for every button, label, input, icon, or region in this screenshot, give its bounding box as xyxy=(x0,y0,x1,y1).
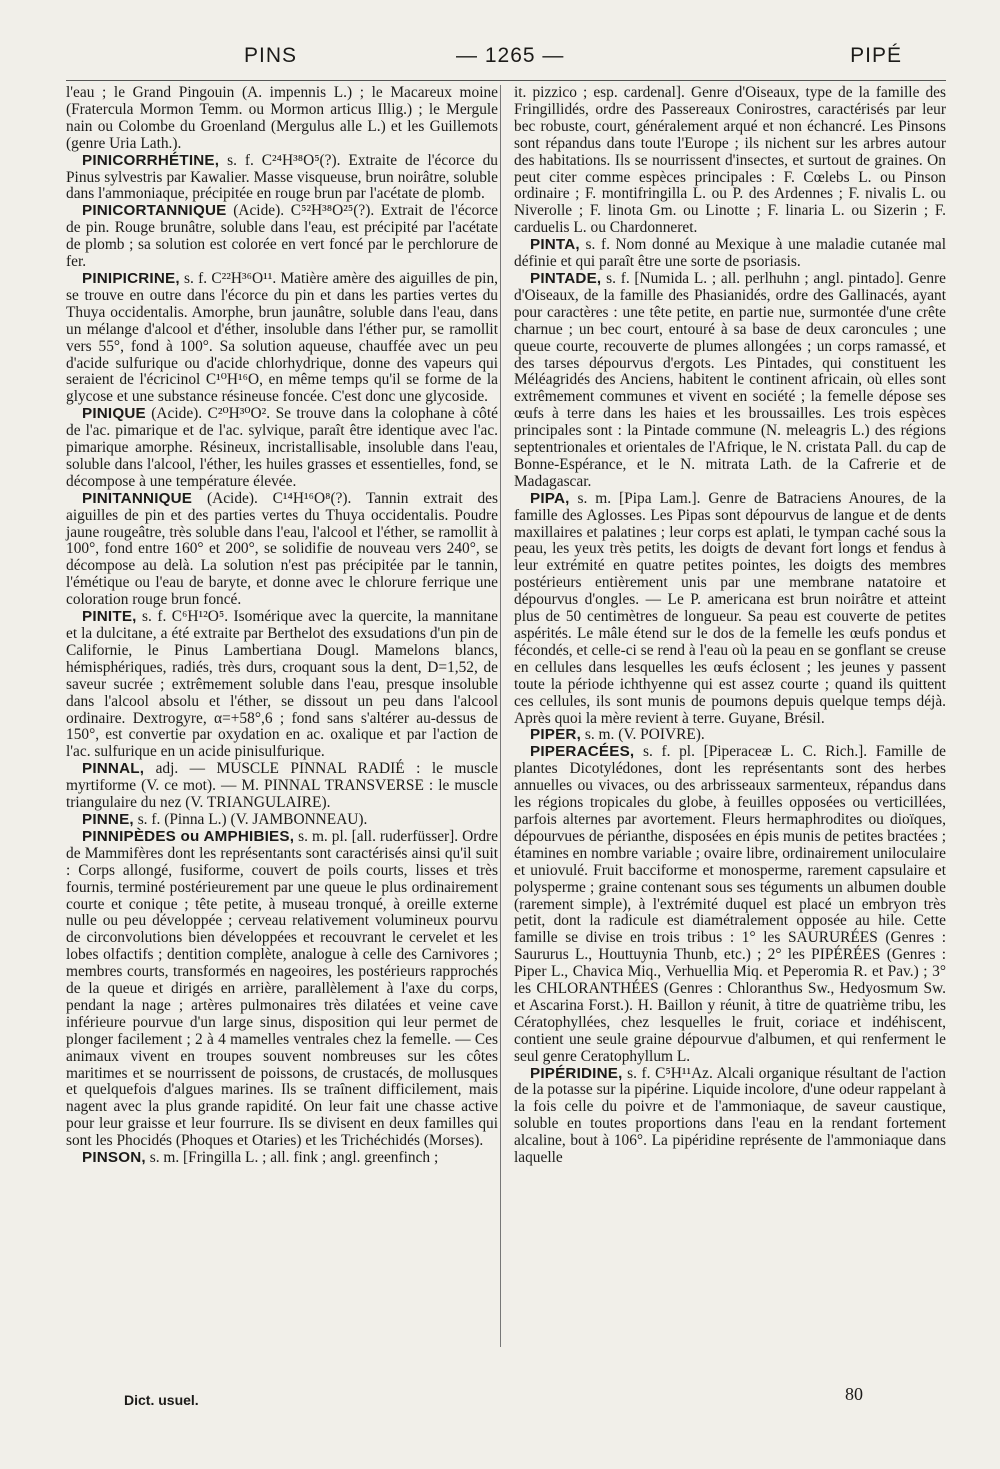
entry-headword: PIPÉRIDINE, xyxy=(530,1064,623,1082)
dictionary-entry xyxy=(66,829,498,1150)
entry-continuation xyxy=(514,85,946,237)
dictionary-entry xyxy=(514,237,946,271)
dictionary-entry xyxy=(514,727,946,744)
entry-text: s. m. (V. POIVRE). xyxy=(581,726,705,744)
entry-text: s. f. C⁵H¹¹Az. Alcali organique résultant de l'action de la potasse sur la pipérine. Liquide incolore, d'une odeur rappelant à la fois celle du poivre et de l'ammoniaque, de saveur caustique, soluble en toutes proportions dans l'eau en la rendant fortement alcaline, bout à 106°. La pipéridine représente de l'ammoniaque dans laquelle xyxy=(514,1064,946,1167)
entry-headword: PINIPICRINE, xyxy=(82,269,180,287)
sheet-number: 80 xyxy=(845,1384,863,1404)
entry-headword: PINIQUE xyxy=(82,405,146,423)
dictionary-entry xyxy=(66,153,498,204)
dictionary-entry xyxy=(66,406,498,491)
dictionary-entry xyxy=(514,744,946,1065)
page-number: — 1265 — xyxy=(456,44,565,67)
dictionary-entry xyxy=(66,812,498,829)
entry-text: s. f. (Pinna L.) (V. JAMBONNEAU). xyxy=(133,810,368,828)
dictionary-entry xyxy=(66,1150,498,1167)
entry-headword: PIPER, xyxy=(530,726,581,744)
dictionary-entry xyxy=(66,491,498,609)
entry-text: s. f. Nom donné au Mexique à une maladie cutanée mal définie et qui paraît être une sorte de psoriasis. xyxy=(514,236,946,271)
entry-headword: PIPERACÉES, xyxy=(530,743,635,761)
entry-text: it. pizzico ; esp. cardenal]. Genre d'Oiseaux, type de la famille des Fringillidés, ordre des Passereaux Conirostres, caractérisés par leur bec robuste, court, généralement arqué et non échancré. Les Pinsons sont répandus dans toute l'Europe ; ils nichent sur les arbres autour des habitations. Ils se nourrissent d'insectes, et surtout de graines. On peut citer comme espèces principales : F. Cœlebs L. ou Pinson ordinaire ; F. montifringilla L. ou P. des Ardennes ; F. nivalis L. ou Niverolle ; F. linota Gm. ou Linotte ; F. linaria L. ou Sizerin ; F. carduelis L. ou Chardonneret. xyxy=(514,84,946,237)
entry-headword: PINSON, xyxy=(82,1149,146,1167)
entry-headword: PINICORRHÉTINE, xyxy=(82,151,220,169)
entry-text: s. m. pl. [all. ruderfüsser]. Ordre de Mammifères dont les représentants sont caractérisés ainsi qu'il suit : Corps allongé, fusiforme, couvert de poils courts, lisses et très fournis, terminé postérieurement par une queue le plus ordinairement courte et conique ; tête petite, à museau tronqué, à oreille externe nulle ou peu développée ; cerveau relativement volumineux pourvu de circonvolutions bien développées et recouvrant le cervelet et les lobes olfactifs ; dentition complète, analogue à celle des Carnivores ; membres courts, transformés en nageoires, les postérieurs rapprochés de la queue et dirigés en arrière, parallèlement à l'axe du corps, pendant la nage ; artères pulmonaires très dilatées et veine cave inférieure pourvue d'un large sinus, disposition qui leur permet de plonger facilement ; 2 à 4 mamelles ventrales chez la femelle. — Ces animaux vivent en troupes souvent nombreuses sur les côtes maritimes et se nourrissent de poissons, de crustacés, de mollusques et quelquefois d'algues marines. Ils se traînent difficilement, mais nagent avec la plus grande rapidité. On leur fait une chasse active pour leur graisse et leur fourrure. Ils se divisent en deux familles qui sont les Phocidés (Phoques et Otaries) et les Trichéchidés (Morses). xyxy=(66,827,499,1150)
dictionary-entry xyxy=(514,491,946,728)
entry-headword: PINICORTANNIQUE xyxy=(82,202,227,220)
entry-text: s. f. [Numida L. ; all. perlhuhn ; angl. pintado]. Genre d'Oiseaux, de la famille des Phasianidés, ordre des Gallinacés, ayant pour caractères : une tête petite, en partie nue, surmontée d'une crête charnue ; un bec court, entouré à sa base de deux caroncules ; une queue courte, recouverte de plumes allongées ; un corps ramassé, et des tarses dépourvus d'ergots. Les Pintades, qui constituent les Méléagridés des Anciens, habitent le continent africain, où elles sont extrêmement communes et vivent en société ; la femelle dépose ses œufs à terre dans les haies et les broussailles. Les trois espèces principales sont : la Pintade commune (N. meleagris L.) des régions septentrionales et orientales de l'Afrique, le N. cristata Pall. du cap de Bonne-Espérance, et le N. mitrata Lath. de la Cafrerie et de Madagascar. xyxy=(514,269,946,490)
entry-headword: PINITE, xyxy=(82,608,137,626)
left-column xyxy=(66,85,498,1167)
column-divider xyxy=(500,85,501,1347)
entry-continuation xyxy=(66,85,498,153)
entry-headword: PINNE, xyxy=(82,810,134,828)
entry-text: adj. — MUSCLE PINNAL RADIÉ : le muscle myrtiforme (V. ce mot). — M. PINNAL TRANSVERSE : le muscle triangulaire du nez (V. TRIANGULAIRE). xyxy=(66,760,498,812)
dictionary-entry xyxy=(514,1066,946,1167)
entry-headword: PINNAL, xyxy=(82,760,145,778)
entry-text: l'eau ; le Grand Pingouin (A. impennis L.) ; le Macareux moine (Fratercula Mormon Temm. ou Mormon articus Illig.) ; le Mergule nain ou Colombe du Groenland (Mergulus alle L.) et les Guillemots (genre Uria Lath.). xyxy=(66,84,498,152)
dictionary-entry xyxy=(66,271,498,406)
entry-text: s. f. C²⁴H³⁸O⁵(?). Extraite de l'écorce du Pinus sylvestris par Kawalier. Masse visqueuse, brun noirâtre, soluble dans l'ammoniaque, précipitée en rouge brun par l'acétate de plomb. xyxy=(66,151,498,203)
entry-text: (Acide). C⁵²H³⁸O²⁵(?). Extrait de l'écorce de pin. Rouge brunâtre, soluble dans l'eau, est précipité par l'acétate de plomb ; sa solution est colorée en vert foncé par le perchlorure de fer. xyxy=(66,202,498,271)
dictionary-entry xyxy=(66,203,498,271)
entry-headword: PIPA, xyxy=(530,489,570,507)
entry-text: s. m. [Pipa Lam.]. Genre de Batraciens Anoures, de la famille des Aglosses. Les Pipas sont dépourvus de langue et de dents maxillaires et palatines ; leur corps est aplati, le tympan caché sous la peau, les yeux très petits, les doigts de devant fort longs et fendus à leur extrémité en quatre petites pointes, les doigts des membres postérieurs entièrement unis par une membrane natatoire et dépourvus d'ongles. — Le P. americana est brun noirâtre et atteint plus de 50 centimètres de longueur. Sa peau est couverte de petites aspérités. Le mâle étend sur le dos de la femelle les œufs pondus et fécondés, et celle-ci se rend à l'eau où la peau en se gonflant se creuse en cellules dans lesquelles les œufs éclosent ; les jeunes y passent toute la période ichthyenne qui est assez courte ; quand ils quittent ces cellules, ils sont munis de poumons depuis quelque temps déjà. Après quoi la mère revient à terre. Guyane, Brésil. xyxy=(514,489,946,727)
dictionary-entry xyxy=(514,271,946,491)
entry-text: s. f. C⁶H¹²O⁵. Isomérique avec la quercite, la mannitane et la dulcitane, a été extraite par Berthelot des exsudations d'un pin de Californie, le Pinus Lambertiana Dougl. Mamelons blancs, hémisphériques, radiés, très durs, croquant sous la dent, D=1,52, de saveur sucrée ; extrêmement soluble dans l'eau, presque insoluble dans l'alcool absolu et l'éther, se dissout un peu dans l'alcool ordinaire. Dextrogyre, α=+58°,6 ; fond sans s'altérer au-dessus de 150°, est convertie par oxydation en ac. oxalique et par l'action de l'ac. sulfurique en un acide pinisulfurique. xyxy=(66,608,498,761)
header-rule xyxy=(66,80,946,81)
entry-text: (Acide). C¹⁴H¹⁶O⁸(?). Tannin extrait des aiguilles de pin et des parties vertes du Thuya occidentalis. Poudre jaune rougeâtre, très soluble dans l'eau, l'alcool et l'éther, se ramollit à 100°, fond entre 160° et 200°, se solidifie de nouveau vers 240°, se décompose au delà. La solution n'est pas précipitée par le tannin, l'émétique ou l'eau de baryte, et donne avec le chlorure ferrique une coloration rouge brun foncé. xyxy=(66,489,498,609)
entry-text: s. f. pl. [Piperaceæ L. C. Rich.]. Famille de plantes Dicotylédones, dont les représentants sont des herbes annuelles ou vivaces, ou des arbrisseaux sarmenteux, répandus dans les régions tropicales du globe, à feuilles opposées ou verticillées, parfois alternes par avortement. Fleurs hermaphrodites ou dioïques, dépourvues de périanthe, disposées en épis munis de petites bractées ; étamines en nombre variable ; ovaire libre, ordinairement uniloculaire et uniovulé. Fruit bacciforme et monosperme, rarement capsulaire et polysperme ; graine contenant sous ses téguments un albumen double (rarement simple), à l'extrémité duquel est placé un embryon très petit, dont la radicule est diamétralement opposée au hile. Cette famille se divise en trois tribus : 1° les SAURURÉES (Genres : Saururus L., Houttuynia Thunb, etc.) ; 2° les PIPÉRÉES (Genres : Piper L., Chavica Miq., Verhuellia Miq. et Peperomia R. et Pav.) ; 3° les CHLORANTHÉES (Genres : Chloranthus Sw., Hedyosmum Sw. et Ascarina Forst.). H. Baillon y réunit, à titre de quatrième tribu, les Cératophyllées, chez lesquelles le fruit, coriace et indéhiscent, contient une seule graine dépourvue d'albumen, et qui renferment le seul genre Ceratophyllum L. xyxy=(514,743,946,1065)
running-head xyxy=(66,44,946,74)
entry-text: (Acide). C²⁰H³⁰O². Se trouve dans la colophane à côté de l'ac. pimarique et de l'ac. sylvique, paraît être identique avec l'ac. pimarique amorphe. Résineux, incristallisable, insoluble dans l'eau, soluble dans l'alcool, l'éther, les huiles grasses et essentielles, fond, se décompose à une température élevée. xyxy=(66,405,498,490)
dictionary-entry xyxy=(66,761,498,812)
running-head-left: PINS xyxy=(244,44,298,67)
dictionary-entry xyxy=(66,609,498,761)
running-head-right: PIPÉ xyxy=(850,44,902,67)
entry-headword: PINITANNIQUE xyxy=(82,489,193,507)
entry-text: s. m. [Fringilla L. ; all. fink ; angl. greenfinch ; xyxy=(145,1149,439,1167)
entry-headword: PINNIPÈDES ou AMPHIBIES, xyxy=(82,827,295,845)
entry-text: s. f. C²²H³⁶O¹¹. Matière amère des aiguilles de pin, se trouve en outre dans l'écorce du pin et dans les parties vertes du Thuya occidentalis. Amorphe, brun jaunâtre, soluble dans l'eau, dans un mélange d'alcool et d'éther, insoluble dans l'éther pur, se ramollit vers 55°, fond à 100°. Sa solution aqueuse, chauffée avec un peu d'acide sulfurique ou d'acide chlorhydrique, donne des vapeurs qui seraient de l'écricinol C¹⁰H¹⁶O, en même temps qu'il se forme de la glycose et une substance résineuse foncée. C'est donc une glycoside. xyxy=(66,269,498,406)
entry-headword: PINTA, xyxy=(530,236,580,254)
entry-headword: PINTADE, xyxy=(530,269,602,287)
signature-mark: Dict. usuel. xyxy=(124,1392,199,1408)
right-column xyxy=(514,85,946,1167)
